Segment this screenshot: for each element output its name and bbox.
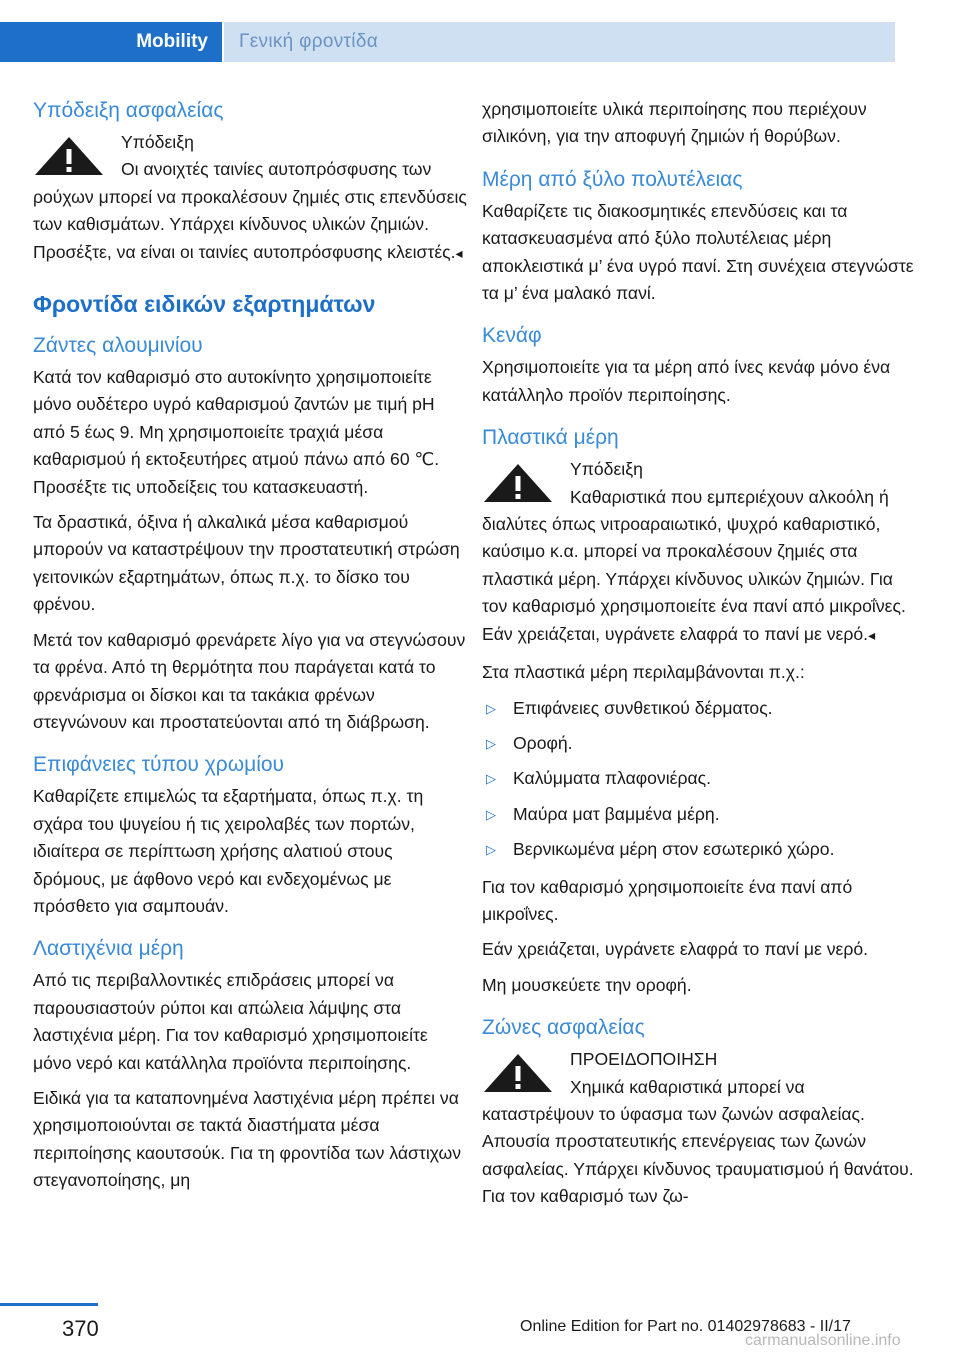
warning-triangle-icon: [33, 135, 105, 177]
tab-general-care-label: Γενική φροντίδα: [239, 31, 378, 52]
section-kenaf: [482, 321, 916, 409]
paragraph: Καθαρίζετε τις διακοσμητικές επενδύσεις και τα κατασκευασμένα από ξύλο πολυτέλειας μέρη αποκλειστικά μ’ ένα υγρό πανί. Στη συνέχεια στεγνώστε τα μ’ ένα μαλακό πανί.: [482, 200, 914, 304]
section-rubber-parts: [33, 934, 467, 1194]
list-item: ▷ Μαύρα ματ βαμμένα μέρη.: [482, 801, 916, 828]
list-arrow-icon: ▷: [486, 700, 496, 716]
section-safety-notice: [33, 96, 467, 267]
section-title: Κενάφ: [482, 324, 542, 348]
warning-triangle-icon: [482, 1052, 554, 1094]
paragraph: Στα πλαστικά μέρη περιλαμβάνονται π.χ.:: [482, 662, 805, 683]
page-number-bar: [0, 1303, 98, 1306]
warning-block: [482, 1046, 916, 1210]
list-arrow-icon: ▷: [486, 771, 496, 787]
list-item: ▷ Επιφάνειες συνθετικού δέρματος.: [482, 695, 916, 722]
section-title: Πλαστικά μέρη: [482, 426, 619, 450]
watermark: carmanualsonline.info: [745, 1332, 901, 1349]
section-title: Επιφάνειες τύπου χρωμίου: [33, 753, 285, 777]
paragraph: Καθαρίζετε επιμελώς τα εξαρτήματα, όπως π.χ. τη σχάρα του ψυγείου ή τις χειρολαβές των πορτών, ιδιαίτερα σε περίπτωση χρήσης αλατιού στους δρόμους, με άφθονο νερό και ενδεχομένως με πρόσθετο για σαμπουάν.: [33, 786, 424, 916]
warning-label: ΠΡΟΕΙΔΟΠΟΙΗΣΗ: [570, 1049, 718, 1070]
paragraph: Από τις περιβαλλοντικές επιδράσεις μπορεί να παρουσιαστούν ρύποι και απώλεια λάμψης στα λαστιχένια μέρη. Για τον καθαρισμό χρησιμοποιείτε μόνο νερό και κατάλληλα προϊόντα περιποίησης.: [33, 970, 428, 1073]
section-title: Ζώνες ασφαλείας: [482, 1016, 645, 1040]
notice-label: Υπόδειξη: [121, 132, 194, 152]
paragraph: Μετά τον καθαρισμό φρενάρετε λίγο για να στεγνώσουν τα φρένα. Από τη θερμότητα που παράγεται κατά το φρενάρισμα οι δίσκοι και τα τακάκια φρένων στεγνώνουν και προστατεύονται από τη διάβρωση.: [33, 629, 466, 732]
edition-footer: Online Edition for Part no. 01402978683 - II/17: [520, 1318, 851, 1335]
main-heading: Φροντίδα ειδικών εξαρτημάτων: [33, 291, 376, 318]
end-mark: ◂: [455, 244, 463, 261]
tab-mobility: [0, 22, 222, 62]
section-title: Μέρη από ξύλο πολυτέλειας: [482, 167, 743, 191]
list-arrow-icon: ▷: [486, 735, 496, 751]
paragraph: Χρησιμοποιείτε για τα μέρη από ίνες κενάφ μόνο ένα κατάλληλο προϊόν περιποίησης.: [482, 357, 891, 405]
paragraph: Κατά τον καθαρισμό στο αυτοκίνητο χρησιμοποιείτε μόνο ουδέτερο υγρό καθαρισμού ζαντών με τιμή pH από 5 έως 9. Μη χρησιμοποιείτε τραχιά μέσα καθαρισμού ή εκτοξευτήρες ατμού πάνω από 60 ℃. Προσέξτε τις υποδείξεις του κατασκευαστή.: [33, 367, 440, 497]
header-tabs: [0, 22, 960, 62]
page-number: 370: [62, 1316, 99, 1341]
tab-general-care: [224, 22, 895, 62]
list-item: ▷ Καλύμματα πλαφονιέρας.: [482, 765, 916, 792]
paragraph: Για τον καθαρισμό χρησιμοποιείτε ένα πανί από μικροΐνες.: [482, 876, 853, 924]
left-column: [33, 96, 467, 1209]
right-column: [482, 96, 916, 1225]
section-alloy-wheels: [33, 331, 467, 736]
section-chrome-surfaces: [33, 750, 467, 920]
plastic-parts-list: [482, 695, 916, 864]
section-title: Λαστιχένια μέρη: [33, 937, 184, 961]
notice-text: Καθαριστικά που εμπεριέχουν αλκοόλη ή διαλύτες όπως νιτροαραιωτικό, ψυχρό καθαριστικό, καύσιμο κ.α. μπορεί να προκαλέσουν ζημιές στα πλαστικά μέρη. Υπάρχει κίνδυνος υλικών ζημιών. Για τον καθαρισμό χρησιμοποιείτε ένα πανί από μικροΐνες. Εάν χρειάζεται, υγράνετε ελαφρά το πανί με νερό.◂: [482, 486, 906, 644]
warning-triangle-icon: [482, 462, 554, 504]
list-arrow-icon: ▷: [486, 842, 496, 858]
notice-block: [33, 129, 467, 267]
paragraph: Εάν χρειάζεται, υγράνετε ελαφρά το πανί με νερό.: [482, 939, 869, 960]
paragraph: Ειδικά για τα καταπονημένα λαστιχένια μέρη πρέπει να χρησιμοποιούνται σε τακτά διαστήματα μέσα περιποίησης καουτσούκ. Για τη φροντίδα των λάστιχων στεγανοποίησης, μη: [33, 1087, 462, 1191]
section-title: Ζάντες αλουμινίου: [33, 334, 203, 358]
warning-text: Χημικά καθαριστικά μπορεί να καταστρέψουν το ύφασμα των ζωνών ασφαλείας. Απουσία προστατευτικής επενέργειας των ζωνών ασφαλείας. Υπάρχει κίνδυνος τραυματισμού ή θανάτου. Για τον καθαρισμό των ζω-: [482, 1076, 914, 1207]
section-seat-belts: [482, 1013, 916, 1210]
paragraph: Τα δραστικά, όξινα ή αλκαλικά μέσα καθαρισμού μπορούν να καταστρέψουν την προστατευτική στρώση γειτονικών εξαρτημάτων, όπως π.χ. το δίσκο του φρένου.: [33, 512, 460, 615]
paragraph: χρησιμοποιείτε υλικά περιποίησης που περιέχουν σιλικόνη, για την αποφυγή ζημιών ή θορύβων.: [482, 99, 867, 147]
section-title: Υπόδειξη ασφαλείας: [33, 99, 224, 122]
section-plastic-parts: [482, 423, 916, 999]
notice-block: [482, 456, 916, 649]
notice-label: Υπόδειξη: [570, 459, 643, 480]
end-mark: ◂: [868, 626, 876, 643]
list-item: ▷ Βερνικωμένα μέρη στον εσωτερικό χώρο.: [482, 836, 916, 863]
list-item: ▷ Οροφή.: [482, 730, 916, 757]
tab-mobility-label: Mobility: [136, 31, 208, 52]
notice-text: Οι ανοιχτές ταινίες αυτοπρόσφυσης των ρούχων μπορεί να προκαλέσουν ζημιές στις επενδύσεις των καθισμάτων. Υπάρχει κίνδυνος υλικών ζημιών. Προσέξτε, να είναι οι ταινίες αυτοπρόσφυσης κλειστές.◂: [33, 159, 467, 262]
paragraph: Μη μουσκεύετε την οροφή.: [482, 974, 692, 995]
list-arrow-icon: ▷: [486, 806, 496, 822]
section-fine-wood: [482, 165, 916, 308]
